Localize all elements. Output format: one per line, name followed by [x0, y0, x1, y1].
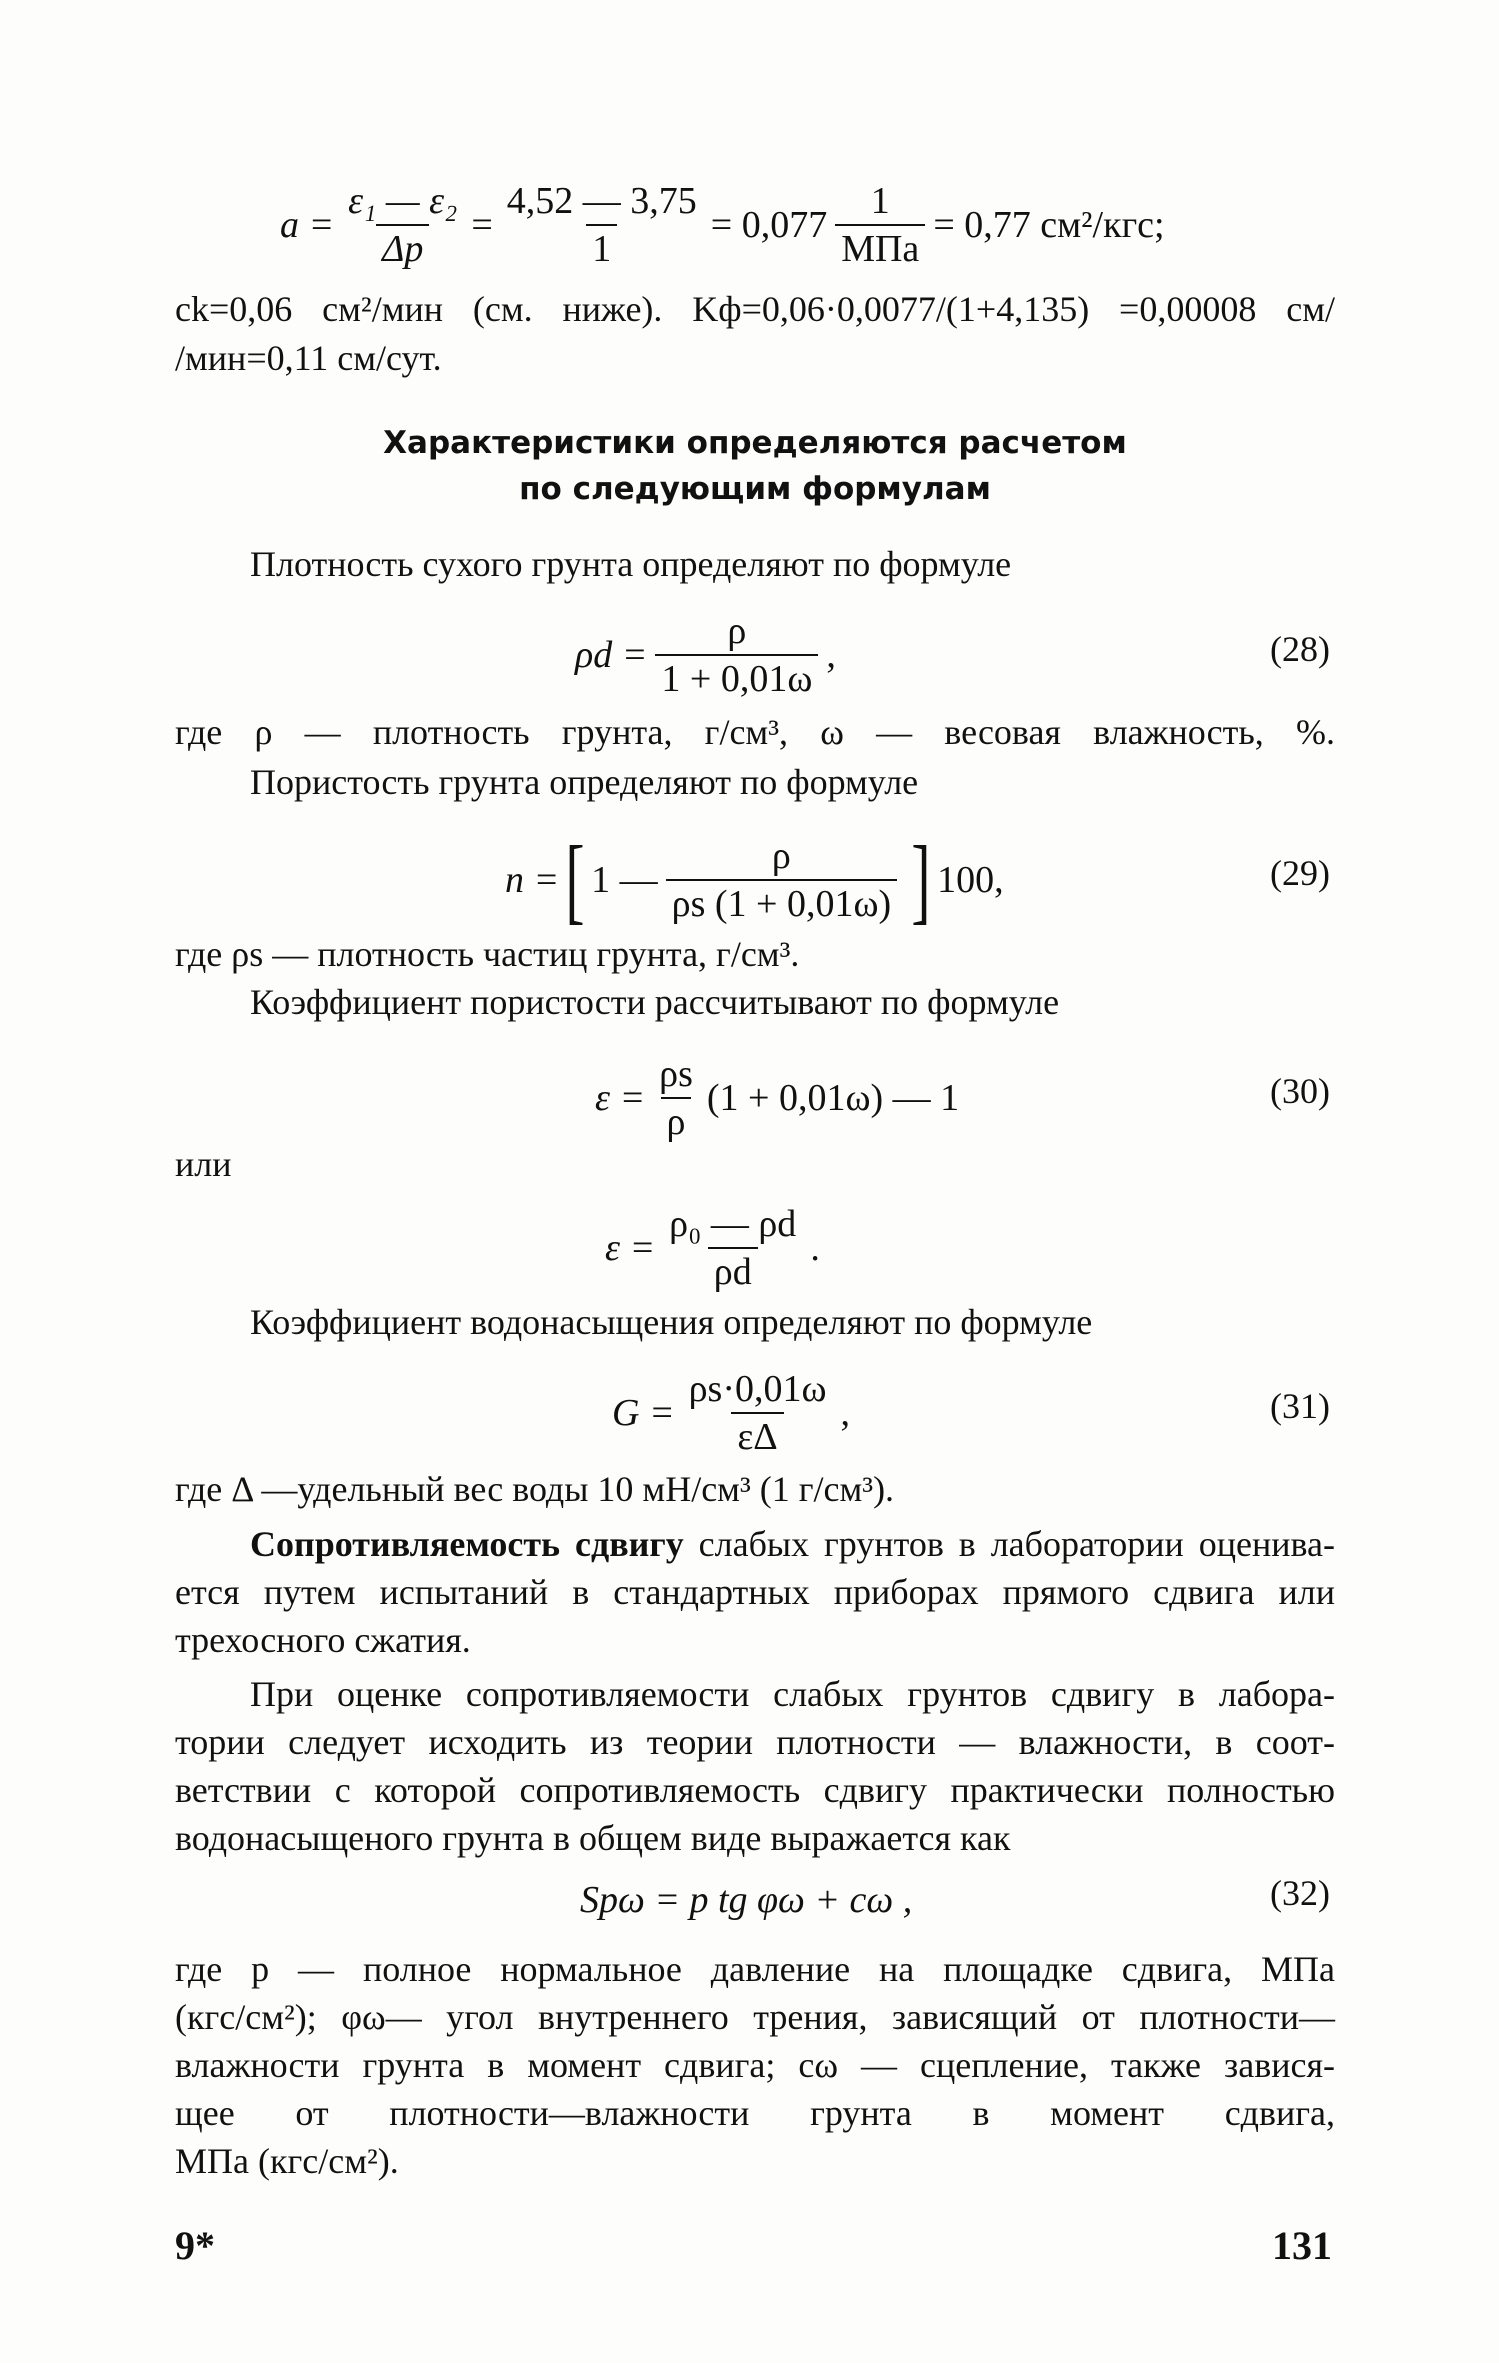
- formula-30-den: ρ: [661, 1097, 692, 1143]
- signature-mark: 9*: [175, 2223, 215, 2268]
- equation-number-31: (31): [1270, 1386, 1330, 1426]
- page-number: 131: [1272, 2223, 1332, 2268]
- shear-term: Сопротивляемость сдвигу: [250, 1524, 684, 1564]
- formula-a-eq2: = 0,077: [710, 204, 828, 246]
- where-32-line-5: МПа (кгс/см²).: [175, 2141, 399, 2181]
- formula-a-f1-den: Δp: [376, 224, 429, 270]
- formula-30-fraction: [653, 1053, 699, 1143]
- formula-29-den: ρs (1 + 0,01ω): [666, 879, 898, 925]
- formula-a-lhs: a =: [280, 204, 335, 246]
- or-word: или: [175, 1144, 232, 1184]
- where-32-line-3: влажности грунта в момент сдвига; cω — сцепление, также завися-: [175, 2045, 1335, 2085]
- formula-epsilon-alt: [605, 1190, 820, 1305]
- shear-line-1: [250, 1520, 1335, 1569]
- formula-28: [575, 600, 836, 710]
- formula-28-fraction: [655, 610, 818, 700]
- saturation-intro: Коэффициент водонасыщения определяют по формуле: [250, 1302, 1093, 1342]
- formula-31-tail: ,: [840, 1391, 851, 1434]
- formula-31-fraction: [683, 1368, 833, 1458]
- formula-a-fraction-3: [835, 180, 925, 270]
- shear-line-2: ется путем испытаний в стандартных приборах прямого сдвига или: [175, 1572, 1335, 1612]
- equation-number-30: (30): [1270, 1071, 1330, 1111]
- formula-a-fraction-2: [501, 180, 703, 270]
- section-heading-line-1: Характеристики определяются расчетом: [383, 425, 1127, 461]
- formula-a-f2-den: 1: [586, 224, 617, 270]
- formula-a-eq1: =: [471, 204, 493, 246]
- formula-31: [612, 1355, 850, 1470]
- formula-31-den: εΔ: [731, 1412, 783, 1458]
- formula-a-f3-num: 1: [870, 180, 890, 222]
- formula-30: [595, 1040, 959, 1155]
- formula-29-lhs: n =: [505, 859, 560, 901]
- where-29: где ρs — плотность частиц грунта, г/см³.: [175, 934, 800, 974]
- shear-line-1-rest: слабых грунтов в лаборатории оценива-: [683, 1524, 1335, 1564]
- formula-a: [280, 170, 1165, 280]
- formula-29-num: ρ: [771, 835, 791, 877]
- where-32-line-2: (кгс/см²); φω— угол внутреннего трения, зависящий от плотности—: [175, 1997, 1335, 2037]
- where-32-line-4: щее от плотности—влажности грунта в момент сдвига,: [175, 2093, 1335, 2133]
- formula-30-tail: (1 + 0,01ω) — 1: [706, 1076, 960, 1119]
- formula-32: Spω = p tg φω + cω ,: [580, 1879, 913, 1921]
- coef-intro: Коэффициент пористости рассчитывают по формуле: [250, 982, 1060, 1022]
- equation-number-28: (28): [1270, 629, 1330, 669]
- formula-a-rhs: = 0,77 см²/кгс;: [933, 204, 1165, 246]
- formula-29-tail: 100,: [937, 859, 1004, 901]
- formula-31-lhs: G =: [612, 1391, 675, 1434]
- formula-eps-num: ρ₀ — ρd: [669, 1202, 797, 1245]
- eval-line-2: тории следует исходить из теории плотности — влажности, в соот-: [175, 1722, 1335, 1762]
- formula-a-f3-den: МПа: [835, 224, 925, 270]
- density-intro: Плотность сухого грунта определяют по формуле: [250, 544, 1012, 584]
- formula-28-tail: ,: [826, 634, 836, 676]
- formula-eps-tail: .: [810, 1226, 820, 1269]
- formula-eps-den: ρd: [708, 1247, 758, 1293]
- formula-29-fraction: [666, 835, 898, 925]
- formula-eps-fraction: [663, 1203, 802, 1293]
- eval-line-1: При оценке сопротивляемости слабых грунтов сдвигу в лабора-: [250, 1674, 1335, 1714]
- formula-30-lhs: ε =: [595, 1076, 646, 1119]
- formula-eps-lhs: ε =: [605, 1226, 656, 1269]
- formula-29-one: 1 —: [591, 859, 658, 901]
- where-31: где Δ —удельный вес воды 10 мН/см³ (1 г/см³).: [175, 1469, 895, 1509]
- where-32-line-1: где p — полное нормальное давление на площадке сдвига, МПа: [175, 1949, 1335, 1989]
- formula-29: [505, 820, 1004, 940]
- formula-31-num: ρs·0,01ω: [688, 1367, 827, 1410]
- formula-29-right-bracket: ]: [911, 826, 931, 933]
- formula-a-f2-num: 4,52 — 3,75: [506, 180, 697, 222]
- equation-number-29: (29): [1270, 853, 1330, 893]
- equation-number-32: (32): [1270, 1873, 1330, 1913]
- formula-30-num: ρs: [659, 1052, 693, 1095]
- ck-line-2: /мин=0,11 см/сут.: [175, 338, 442, 378]
- porosity-intro: Пористость грунта определяют по формуле: [250, 762, 919, 802]
- where-28: где ρ — плотность грунта, г/см³, ω — весовая влажность, %.: [175, 712, 1335, 752]
- eval-line-4: водонасыщеного грунта в общем виде выражается как: [175, 1818, 1011, 1858]
- formula-a-f1-num: ε₁ — ε₂: [348, 180, 458, 222]
- ck-line-1: ck=0,06 см²/мин (см. ниже). Kф=0,06·0,0077/(1+4,135) =0,00008 см/: [175, 289, 1335, 329]
- formula-28-den: 1 + 0,01ω: [655, 654, 818, 700]
- section-heading-line-2: по следующим формулам: [519, 471, 991, 507]
- formula-a-fraction-1: [342, 180, 463, 270]
- formula-28-num: ρ: [727, 610, 747, 652]
- formula-29-left-bracket: [: [565, 826, 585, 933]
- formula-28-lhs: ρd =: [575, 634, 648, 676]
- shear-line-3: трехосного сжатия.: [175, 1620, 471, 1660]
- eval-line-3: ветствии с которой сопротивляемость сдвигу практически полностью: [175, 1770, 1335, 1810]
